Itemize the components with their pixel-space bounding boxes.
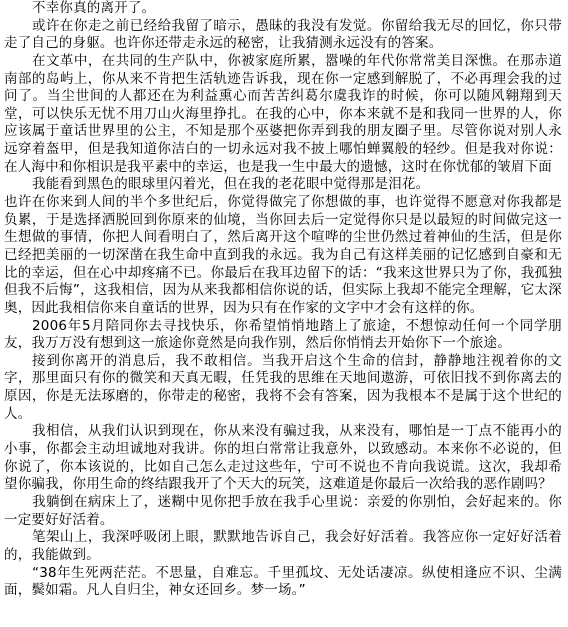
paragraph-closing-poem: “38年生死两茫茫。不思量，自难忘。千里孤坟、无处话凄凉。纵使相逢应不识、尘满面，鬓如霜。凡人自归尘，神女还回乡。梦一场。” bbox=[4, 564, 562, 599]
paragraph-half-century: 也许在你来到人间的半个多世纪后，你觉得做完了你想做的事，也许觉得不愿意对你我都是负累，于是选择洒脱回到你原来的仙境，当你回去后一定觉得你只是以最短的时间做完这一生想做的事情，你把人间看明白了，然后离开这个喧哗的尘世仍然过着神仙的生活，但是你已经把美丽的一切深凿在我生命中直到我的永远。我为自己有这样美丽的记忆感到自豪和无比的幸运，但在心中却疼痛不已。你最后在我耳边留下的话：“我来这世界只为了你，我孤独但我不后悔”，这我相信，因为从来我都相信你说的话，但实际上我却不能完全理解，它太深奥，因此我相信你来自童话的世界，因为只有在作家的文字中才会有这样的你。 bbox=[4, 194, 562, 316]
paragraph-2006-trip: 2006年5月陪同你去寻找快乐，你希望悄悄地踏上了旅途，不想惊动任何一个同学朋友，我万万没有想到这一旅途你竟然是向我作别，然后你悄悄去开始你下一个旅途。 bbox=[4, 317, 562, 352]
paragraph-opening: 不幸你真的离开了。 bbox=[32, 0, 156, 16]
paragraph-news: 接到你离开的消息后，我不敢相信。当我开启这个生命的信封，静静地注视着你的文字，那里面只有你的微笑和天真无暇，任凭我的思维在天地间遨游，可依旧找不到你离去的原因，你是无法琢磨的，你带走的秘密，我将不会有答案，因为我根本不是属于这个世纪的人。 bbox=[4, 352, 562, 422]
paragraph-hint: 或许在你走之前已经给我留了暗示，愚昧的我没有发觉。你留给我无尽的回忆，你只带走了自己的身躯。也许你还带走永远的秘密，让我猜测永远没有的答案。 bbox=[4, 17, 562, 52]
paragraph-bijia-mountain: 笔架山上，我深呼吸闭上眼，默默地告诉自己，我会好好活着。我答应你一定好好活着的，我能做到。 bbox=[4, 529, 562, 563]
document-body bbox=[4, 0, 562, 600]
paragraph-trust: 我相信，从我们认识到现在，你从来没有骗过我，从来没有，哪怕是一丁点不能再小的小事，你都会主动坦诚地对我讲。你的坦白常常让我意外，以致感动。本来你不必说的，但你说了，你本该说的，比如自己怎么走过这些年，宁可不说也不肯向我说谎。这次，我却希望你骗我，你用生命的终结跟我开了个天大的玩笑，这难道是你最后一次给我的恶作剧吗？ bbox=[4, 423, 562, 493]
paragraph-cultural-revolution: 在文革中，在共同的生产队中，你被家庭所累，嚣噪的年代你常常美目深憔。在那赤道南部的岛屿上，你从来不肯把生活轨迹告诉我，现在你一定感到解脱了，不必再理会我的过问了。当尘世间的人都还在为利益熏心而苦苦纠葛尔虞我诈的时候，你可以随风翱翔到天堂，可以快乐无忧不用刀山火海里挣扎。在我的心中，你本来就不是和我同一世界的人，你应该属于童话世界里的公主，不知是那个巫婆把你弄到我的朋友圈子里。尽管你说对别人永远穿着盔甲，但是我知道你洁白的一切永远对我不披上哪怕蝉翼般的轻纱。但是我对你说：在人海中和你相识是我平素中的幸运，也是我一生中最大的遗憾，这时在你忧郁的皱眉下面 bbox=[4, 52, 562, 175]
paragraph-sickbed: 我躺倒在病床上了，迷糊中见你把手放在我手心里说：亲爱的你别怕，会好起来的。你一定要好好活着。 bbox=[4, 493, 562, 528]
paragraph-tears: 我能看到黑色的眼球里闪着光，但在我的老花眼中觉得那是泪花。 bbox=[32, 176, 430, 193]
